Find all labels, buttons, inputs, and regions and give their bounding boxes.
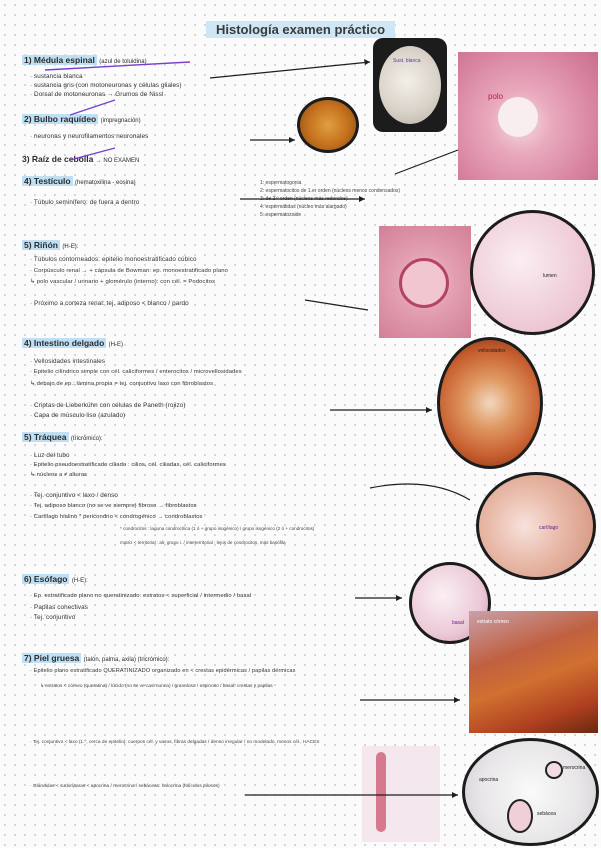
text-line: ↳ polo vascular / urinario + glomérulo (interno): con cél. = Podocitos xyxy=(30,279,216,285)
image-label: cartílago xyxy=(539,525,559,531)
image-label: vellosidades xyxy=(478,348,506,354)
text-line: · neuronas y neurofilamentos neuronales xyxy=(30,133,149,140)
stage-item: 5: espermatozoide xyxy=(260,212,302,218)
section-heading-piel: 7) Piel gruesa (talón, palma, axila) (tricrómico): xyxy=(24,653,170,663)
text-line: · Glándulas < sudoríparas < apocrina / merocrina / sebáceas: holocrina (folículos pilosos) xyxy=(30,784,220,789)
text-line: · Epitelio plano estratificado QUERATINIZADO organizado en < crestas epidérmicas / papilas dérmicas xyxy=(30,668,296,674)
image-label: apocrina xyxy=(479,777,499,783)
arrow-line xyxy=(305,300,368,310)
image-label: polo xyxy=(488,92,504,101)
arrow-line xyxy=(370,484,470,500)
text-line: · Túbulo seminífero: de fuera a dentro xyxy=(30,199,140,206)
arrow-head xyxy=(359,196,365,202)
purple-strike xyxy=(70,148,115,160)
arrow-head xyxy=(454,697,460,703)
text-line: · Epitelio cilíndrico simple con cél. caliciformes / enterocitos / microvellosidades xyxy=(30,369,242,375)
arrow-head xyxy=(452,792,458,798)
image-label: Sust. blanca xyxy=(393,58,421,64)
text-line: matriz < territorial : alr. grupo i. / interterritorial : lejos de condrocitos, más basófila xyxy=(120,540,286,545)
text-line: · Corpúsculo renal → + cápsula de Bowman: ep. monoestratificado plano xyxy=(30,268,228,274)
arrow-head xyxy=(364,59,370,65)
text-line: · Ep. estratificado plano no queratinizado: estratos < superficial / intermedio / basal xyxy=(30,593,252,599)
text-line: · Criptas de Lieberkühn con células de Paneth (rojizo) xyxy=(30,402,186,409)
text-line: * condrocitos : laguna condrocítica (1 ó + grupo isogénico) / grupo isogénico (2 ó + condrocitos) xyxy=(120,526,315,531)
section-heading-medula: 1) Médula espinal (azul de toluidina) xyxy=(24,55,147,65)
text-line: · Tej. conjuntivo < laxo / denso xyxy=(30,492,118,499)
section-heading-testiculo: 4) Testículo (hematoxilina - eosina) xyxy=(24,176,136,186)
stage-item: 2: espermatocitos de 1.er orden (núcleos menos condensados) xyxy=(260,188,401,194)
section-heading-intestino: 4) Intestino delgado (H-E) xyxy=(24,338,123,348)
text-line: · Vellosidades intestinales xyxy=(30,358,106,365)
text-line: · Próximo a corteza renal: tej. adiposo < blanco / pardo xyxy=(30,300,189,307)
stage-item: 1: espermatogonia xyxy=(260,180,302,186)
purple-strike xyxy=(70,100,115,115)
section-heading-bulbo: 2) Bulbo raquídeo (impregnación) xyxy=(24,114,141,124)
text-line: · Capa de músculo liso (azulado) xyxy=(30,412,126,419)
image-label: merocrina xyxy=(563,765,586,771)
text-line: ↳ núcleos a ≠ alturas xyxy=(30,472,88,478)
arrow-head xyxy=(426,407,432,413)
section-heading-cebolla: 3) Raíz de cebolla → NO EXAMEN xyxy=(22,154,140,164)
text-line: · Tej. adiposo blanco (no se ve siempre) fibroso → fibroblastos xyxy=(30,503,197,509)
text-line: · sustancia gris (con motoneuronas y células gliales) xyxy=(30,82,182,89)
arrow-head xyxy=(396,595,402,601)
image-label: sebácea xyxy=(537,811,556,817)
section-heading-esofago: 6) Esófago (H-E): xyxy=(24,574,88,584)
text-line: · Tej. conjuntivo xyxy=(30,614,76,621)
arrow-head xyxy=(289,137,295,143)
text-line: ↳ debajo de ep.: lámina propia = tej. conjuntivo laxo con fibroblastos xyxy=(30,381,214,387)
text-line: · sustancia blanca xyxy=(30,73,83,80)
text-line: · Túbulos contorneados: epitelio monoestratificado cúbico xyxy=(30,256,197,263)
page-title: Histología examen práctico xyxy=(0,22,601,37)
purple-strike xyxy=(45,62,190,70)
text-line: · Dorsal de motoneuronas → Grumos de Nissl xyxy=(30,91,164,98)
text-line: · Cartílago hialino * pericondrio < condrogénico → condroblastos xyxy=(30,514,203,520)
text-line: · Papilas conectivas xyxy=(30,604,88,611)
section-heading-rinon: 5) Riñón (H-E): xyxy=(24,240,79,250)
section-heading-traquea: 5) Tráquea (tricrómico): xyxy=(24,432,103,442)
image-label: lumen xyxy=(543,273,557,279)
arrow-line xyxy=(210,62,370,78)
image-label: estrato córneo xyxy=(477,619,509,625)
text-line: ↳ estratos < córneo (queratina) / lúcido (no se ve casi nunca) / granuloso / espinoso / basal: crestas y papilas xyxy=(40,684,273,689)
text-line: · Luz del tubo xyxy=(30,452,70,459)
text-line: · Epitelio pseudoestratificado ciliado : cilios, cél. ciliadas, cél. caliciformes xyxy=(30,462,226,468)
stage-item: 4: espermátidas (núcleo más alargado) xyxy=(260,204,347,210)
image-label: basal xyxy=(452,620,464,626)
text-line: · Tej. conjuntivo < laxo (1.º, cerca de epitelio): cuerpos cél. y vasos, fibras delgadas / denso irregular / no modelado, menos cél., HACES xyxy=(30,740,320,745)
stage-item: 3: de 2.º orden (núcleos más redondos) xyxy=(260,196,348,202)
arrow-line xyxy=(395,150,458,174)
